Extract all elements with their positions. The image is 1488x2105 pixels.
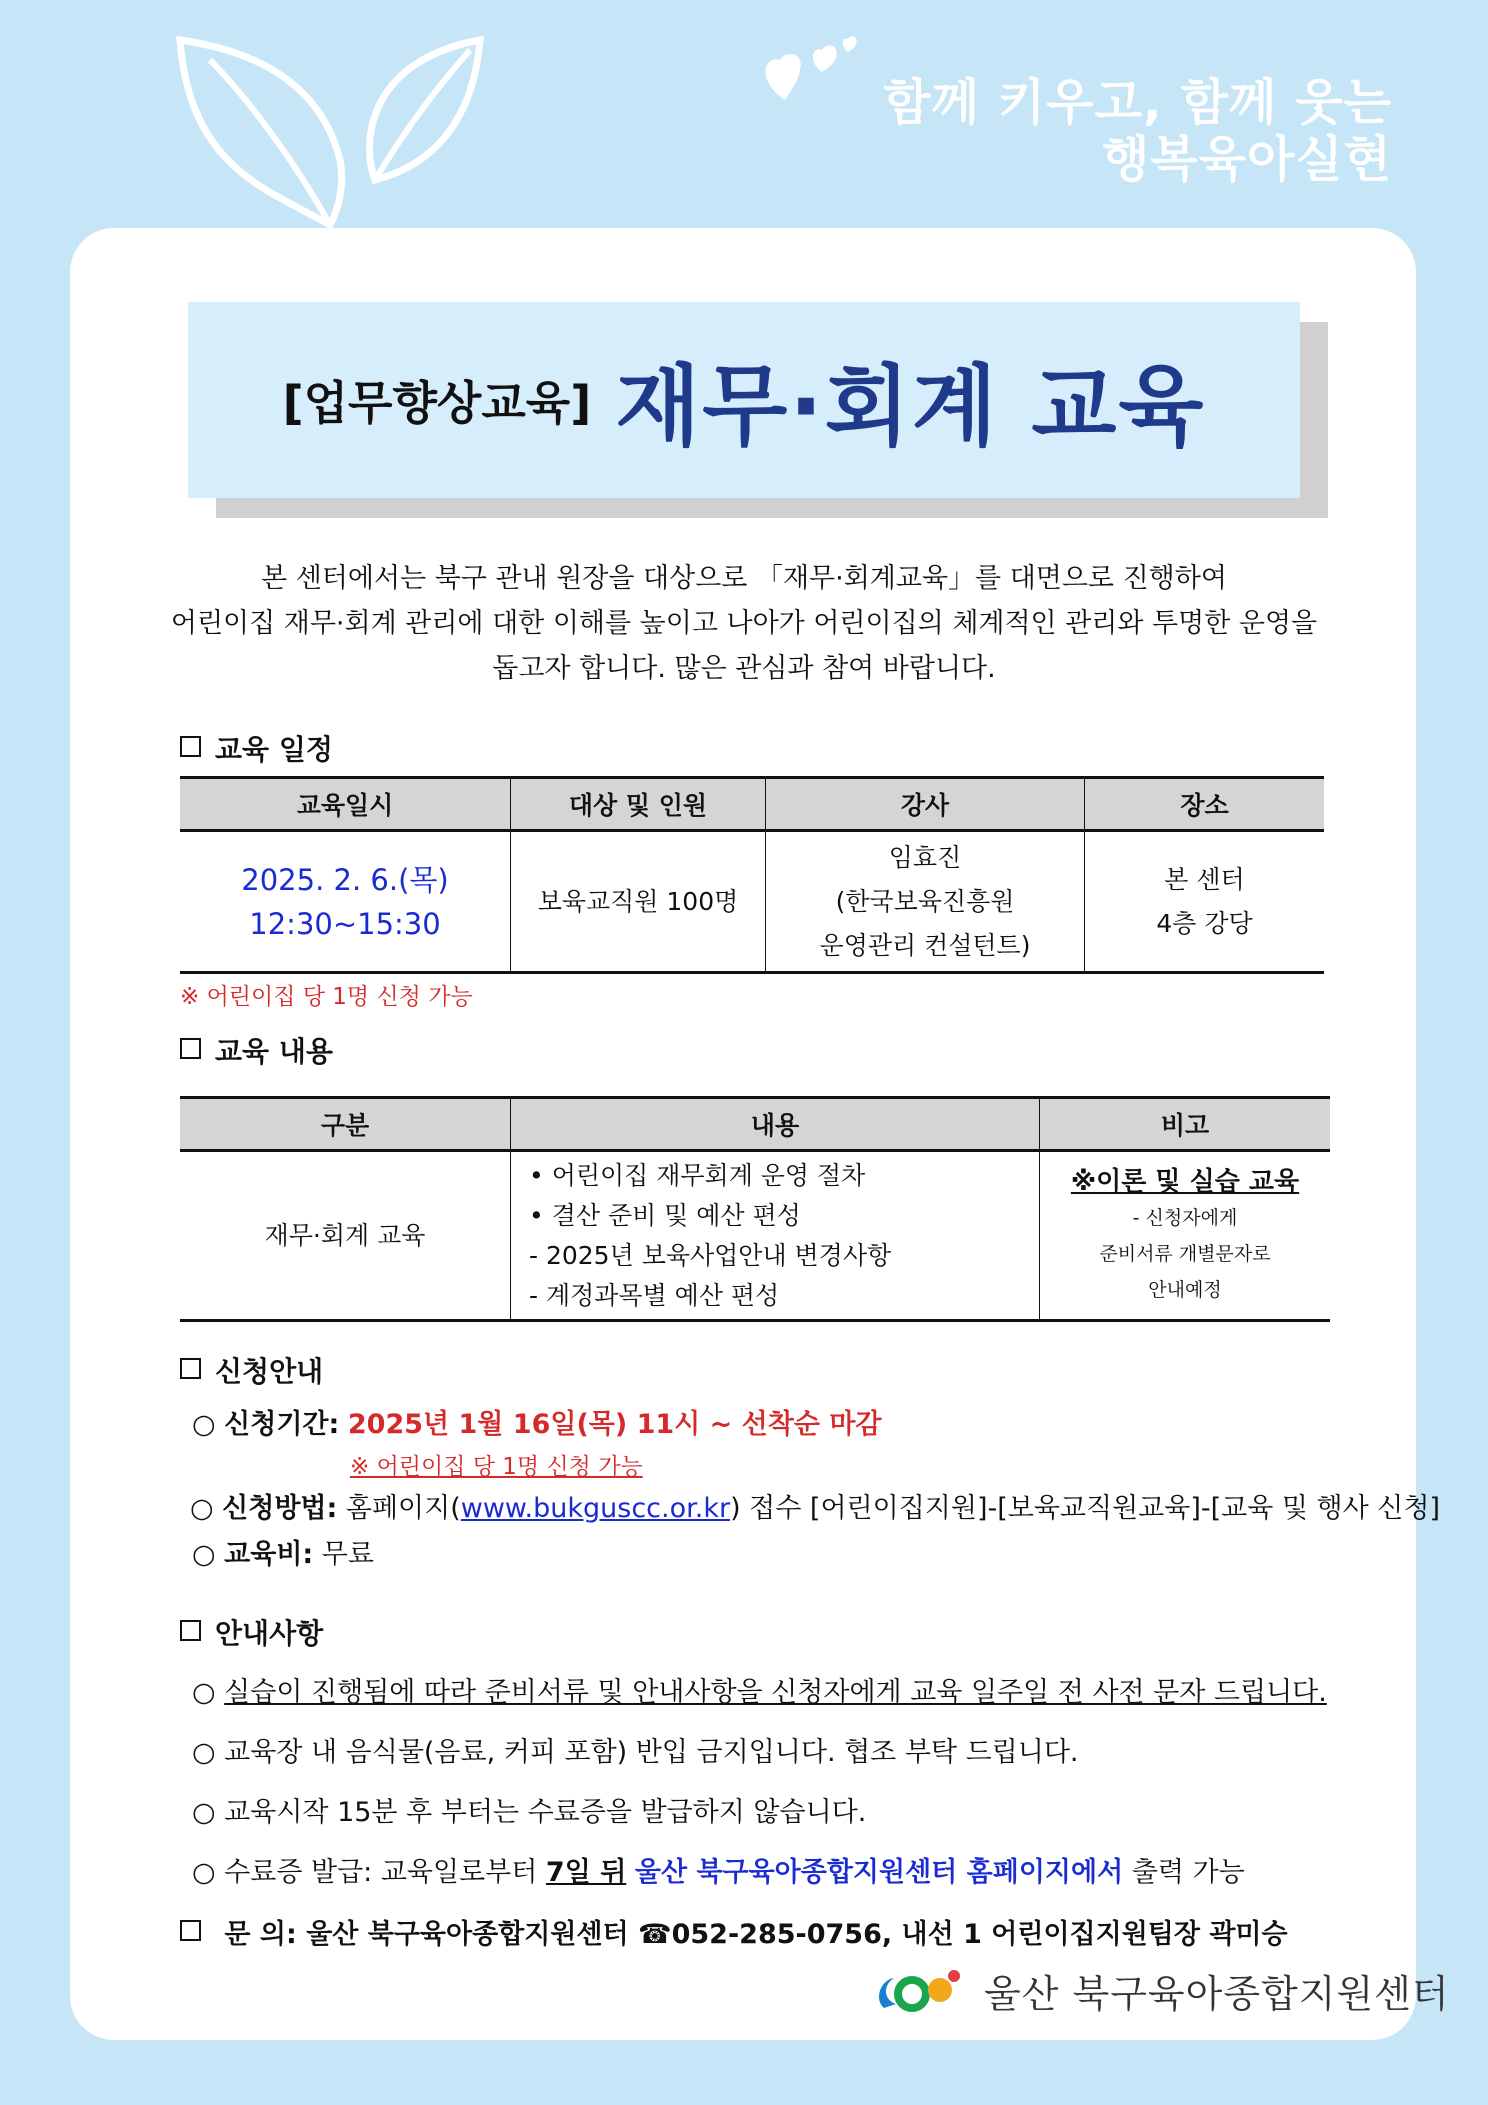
intro-line3: 돕고자 합니다. 많은 관심과 참여 바랍니다.	[492, 653, 996, 684]
schedule-target-cell	[511, 831, 766, 973]
content-table	[180, 1096, 1330, 1322]
notice-item-3	[192, 1790, 866, 1829]
apply-method-pre: 홈페이지(	[345, 1493, 461, 1524]
checkbox-square-icon	[180, 1920, 201, 1941]
checkbox-square-icon	[180, 1038, 201, 1059]
slogan-line2: 행복육아실현	[1101, 131, 1392, 188]
apply-fee	[192, 1532, 374, 1571]
apply-period-label: 신청기간:	[224, 1409, 340, 1440]
notice-item-4-site: 울산 북구육아종합지원센터 홈페이지에서	[634, 1857, 1124, 1888]
center-logo-icon	[872, 1960, 972, 2020]
title-box	[188, 302, 1300, 498]
intro-text	[150, 556, 1338, 691]
content-heading: 교육 내용	[180, 1030, 333, 1070]
instructor-name: 임효진	[888, 842, 962, 872]
apply-heading: 신청안내	[180, 1350, 323, 1390]
center-logo-text: 울산 북구육아종합지원센터	[984, 1971, 1450, 2016]
table-header-cell: 구분	[180, 1098, 511, 1151]
apply-period-value: 2025년 1월 16일(목) 11시 ~ 선착순 마감	[347, 1409, 882, 1440]
intro-line1: 본 센터에서는 북구 관내 원장을 대상으로 「재무·회계교육」를 대면으로 진행하여	[261, 563, 1227, 594]
apply-period-note: ※ 어린이집 당 1명 신청 가능	[350, 1454, 643, 1480]
circle-bullet-icon: ○	[192, 1677, 216, 1708]
notice-item-4-days: 7일 뒤	[545, 1857, 627, 1888]
list-item: - 계정과목별 예산 편성	[529, 1280, 780, 1310]
content-category: 재무·회계 교육	[264, 1220, 426, 1250]
list-item: - 2025년 보육사업안내 변경사항	[529, 1240, 892, 1270]
contact-value: 울산 북구육아종합지원센터 ☎052-285-0756, 내선 1 어린이집지원팀장 곽미승	[306, 1919, 1288, 1950]
apply-fee-value: 무료	[321, 1539, 374, 1570]
notice-item-3-text: 교육시작 15분 후 부터는 수료증을 발급하지 않습니다.	[224, 1797, 867, 1828]
contact-label: 문 의:	[224, 1919, 297, 1950]
content-category-cell	[180, 1151, 511, 1321]
circle-bullet-icon: ○	[190, 1493, 214, 1524]
list-item: • 결산 준비 및 예산 편성	[529, 1200, 801, 1230]
table-row	[180, 1151, 1330, 1321]
checkbox-square-icon	[180, 736, 201, 757]
schedule-target: 보육교직원 100명	[537, 886, 739, 916]
remark-line: 준비서류 개별문자로	[1099, 1242, 1271, 1265]
circle-bullet-icon: ○	[192, 1539, 216, 1570]
table-header-cell: 대상 및 인원	[511, 778, 766, 831]
apply-method-post: ) 접수 [어린이집지원]-[보육교직원교육]-[교육 및 행사 신청]	[730, 1493, 1440, 1524]
checkbox-square-icon	[180, 1358, 201, 1379]
slogan	[883, 74, 1392, 188]
notice-heading: 안내사항	[180, 1612, 323, 1652]
circle-bullet-icon: ○	[192, 1797, 216, 1828]
circle-bullet-icon: ○	[192, 1409, 216, 1440]
remark-line: 안내예정	[1148, 1278, 1222, 1301]
contact	[180, 1912, 1288, 1951]
schedule-datetime-cell	[180, 831, 511, 973]
apply-fee-label: 교육비:	[224, 1539, 314, 1570]
remark-line: - 신청자에게	[1132, 1206, 1238, 1229]
notice-item-2	[192, 1730, 1079, 1769]
notice-item-4	[192, 1850, 1245, 1889]
list-item: • 어린이집 재무회계 운영 절차	[529, 1160, 866, 1190]
apply-period	[192, 1402, 882, 1441]
schedule-note: ※ 어린이집 당 1명 신청 가능	[180, 984, 473, 1010]
table-header-cell: 장소	[1085, 778, 1325, 831]
table-header-cell: 내용	[511, 1098, 1040, 1151]
title-prefix: [업무향상교육]	[282, 376, 592, 430]
place-line1: 본 센터	[1164, 864, 1245, 894]
instructor-org: (한국보육진흥원	[835, 886, 1015, 916]
remark-head: ※이론 및 실습 교육	[1070, 1166, 1300, 1197]
notice-item-1	[192, 1670, 1327, 1709]
notice-item-4-pre: 수료증 발급: 교육일로부터	[224, 1857, 538, 1888]
apply-method-label: 신청방법:	[222, 1493, 338, 1524]
content-items-cell	[511, 1151, 1040, 1321]
notice-item-1-text: 실습이 진행됨에 따라 준비서류 및 안내사항을 신청자에게 교육 일주일 전 사전 문자 드립니다.	[224, 1677, 1327, 1708]
table-header-cell: 비고	[1040, 1098, 1331, 1151]
intro-line2: 어린이집 재무·회계 관리에 대한 이해를 높이고 나아가 어린이집의 체계적인 관리와 투명한 운영을	[170, 608, 1318, 639]
schedule-instructor-cell	[766, 831, 1085, 973]
schedule-date: 2025. 2. 6.(목)	[241, 862, 449, 897]
center-logo	[872, 1960, 1450, 2020]
hearts-icon	[760, 30, 860, 110]
place-line2: 4층 강당	[1156, 908, 1253, 938]
circle-bullet-icon: ○	[192, 1737, 216, 1768]
notice-item-4-post: 출력 가능	[1131, 1857, 1245, 1888]
leaves-icon	[170, 20, 500, 230]
schedule-heading: 교육 일정	[180, 728, 333, 768]
slogan-line1: 함께 키우고, 함께 웃는	[883, 74, 1392, 131]
table-row	[180, 831, 1324, 973]
instructor-role: 운영관리 컨설턴트)	[819, 930, 1031, 960]
apply-method	[190, 1486, 1440, 1525]
schedule-table	[180, 776, 1324, 974]
notice-item-2-text: 교육장 내 음식물(음료, 커피 포함) 반입 금지입니다. 협조 부탁 드립니다.	[224, 1737, 1079, 1768]
content-remark-cell	[1040, 1151, 1331, 1321]
table-header-row	[180, 778, 1324, 831]
homepage-link[interactable]: www.bukguscc.or.kr	[460, 1493, 731, 1524]
table-header-cell: 강사	[766, 778, 1085, 831]
table-header-row	[180, 1098, 1330, 1151]
schedule-place-cell	[1085, 831, 1325, 973]
page-title: 재무·회계 교육	[615, 355, 1206, 458]
circle-bullet-icon: ○	[192, 1857, 216, 1888]
schedule-time: 12:30~15:30	[249, 906, 441, 941]
checkbox-square-icon	[180, 1620, 201, 1641]
table-header-cell: 교육일시	[180, 778, 511, 831]
